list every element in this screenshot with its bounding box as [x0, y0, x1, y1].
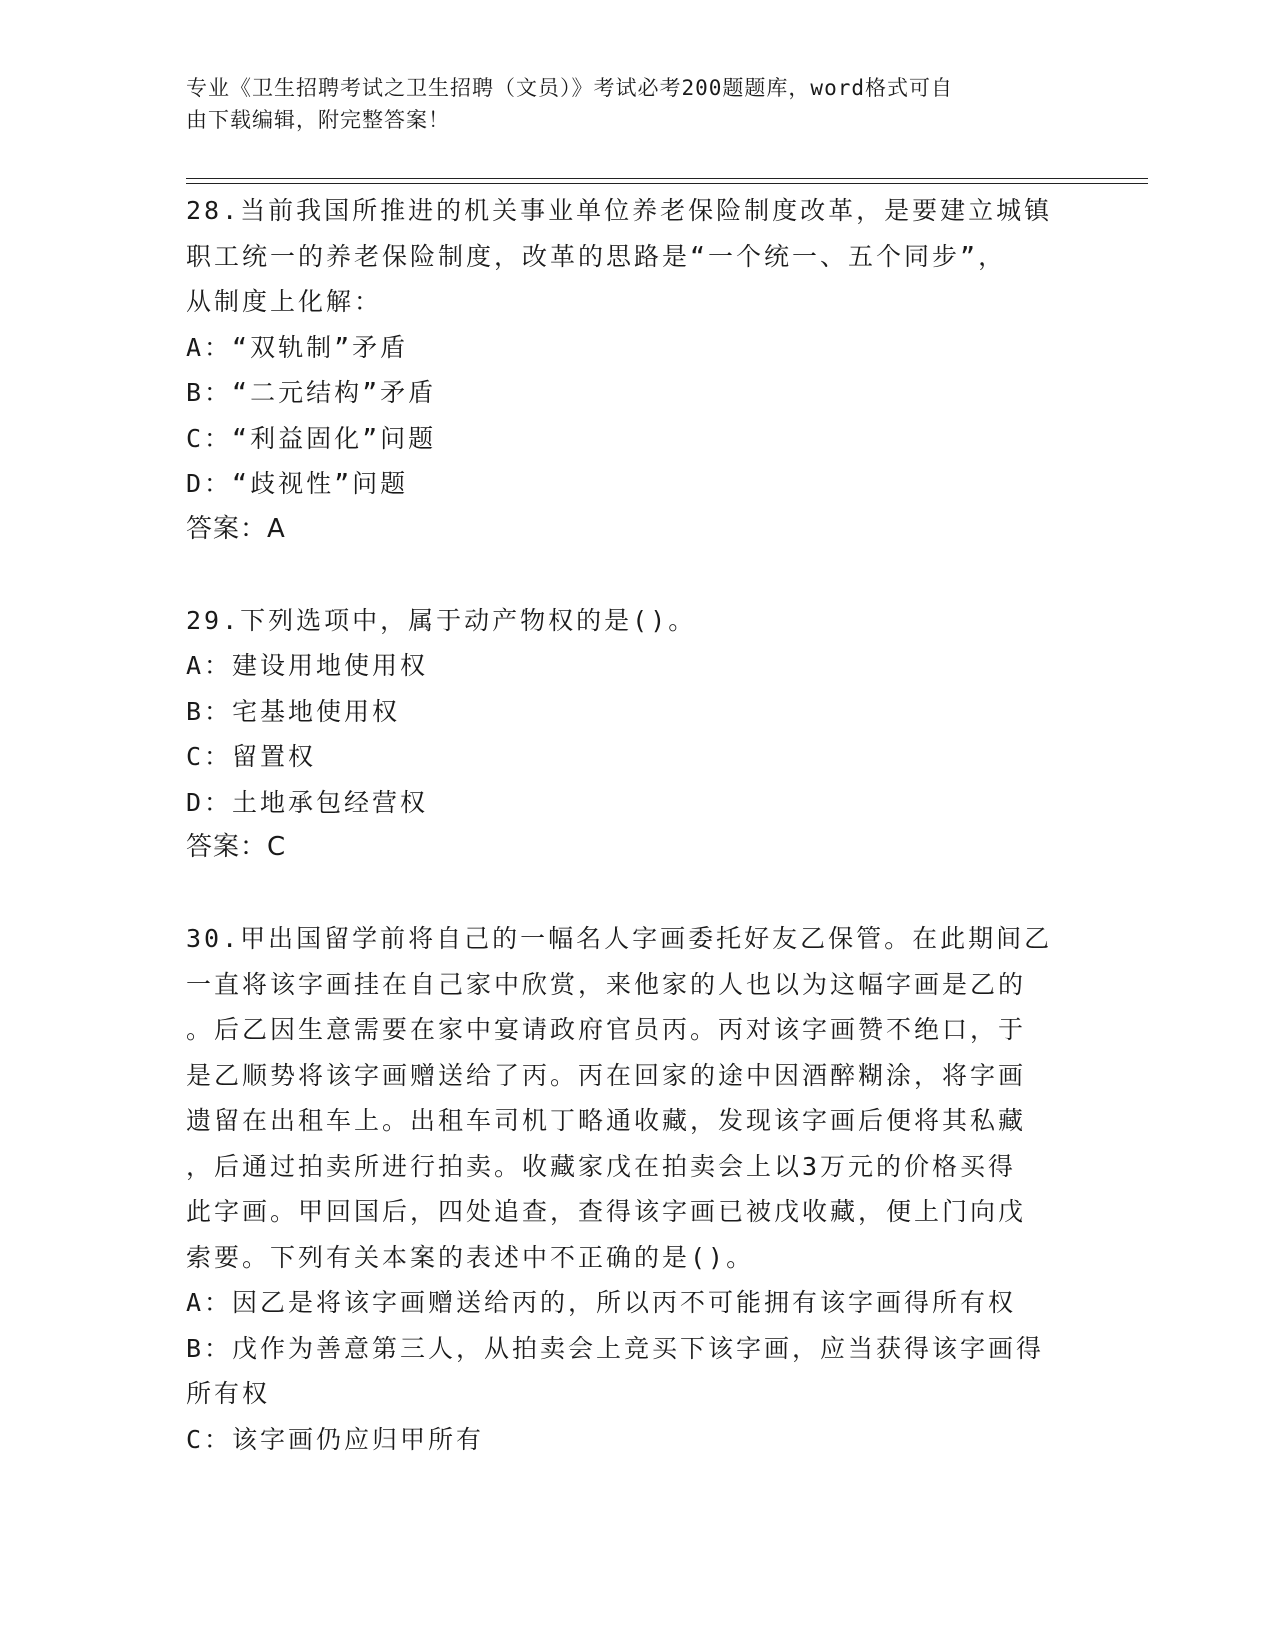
question-stem-line: 一直将该字画挂在自己家中欣赏，来他家的人也以为这幅字画是乙的 — [186, 969, 1027, 999]
question-stem-line: 29.下列选项中，属于动产物权的是()。 — [186, 605, 697, 635]
option-a: A：建设用地使用权 — [186, 651, 429, 680]
option-c: C：该字画仍应归甲所有 — [186, 1424, 485, 1454]
option-a: A：“双轨制”矛盾 — [186, 332, 409, 362]
question-block — [186, 916, 1086, 1462]
option-b-continued: 所有权 — [186, 1379, 271, 1408]
option-b: B：“二元结构”矛盾 — [186, 378, 437, 407]
question-stem-line: 遗留在出租车上。出租车司机丁略通收藏，发现该字画后便将其私藏 — [186, 1106, 1027, 1135]
header-rule-top — [186, 178, 1148, 179]
header-rule-bottom — [186, 183, 1148, 184]
question-stem-line: 30.甲出国留学前将自己的一幅名人字画委托好友乙保管。在此期间乙 — [186, 924, 1053, 953]
question-stem-line: 从制度上化解： — [186, 287, 383, 316]
question-stem-line: 索要。下列有关本案的表述中不正确的是()。 — [186, 1242, 755, 1272]
option-b: B：宅基地使用权 — [186, 696, 401, 726]
option-c: C：“利益固化”问题 — [186, 423, 437, 453]
option-c: C：留置权 — [186, 742, 317, 771]
header-line: 由下载编辑，附完整答案！ — [186, 108, 450, 132]
question-block — [186, 598, 1086, 871]
option-d: D：“歧视性”问题 — [186, 469, 409, 498]
question-stem-line: ，后通过拍卖所进行拍卖。收藏家戊在拍卖会上以3万元的价格买得 — [186, 1151, 1017, 1181]
option-b: B：戊作为善意第三人，从拍卖会上竞买下该字画，应当获得该字画得 — [186, 1333, 1045, 1363]
answer-line: 答案：A — [186, 513, 286, 544]
answer-line: 答案：C — [186, 832, 287, 862]
question-stem-line: 。后乙因生意需要在家中宴请政府官员丙。丙对该字画赞不绝口，于 — [186, 1015, 1027, 1044]
question-stem-line: 28.当前我国所推进的机关事业单位养老保险制度改革，是要建立城镇 — [186, 196, 1053, 225]
option-d: D：土地承包经营权 — [186, 787, 429, 817]
question-stem-line: 是乙顺势将该字画赠送给了丙。丙在回家的途中因酒醉糊涂，将字画 — [186, 1060, 1027, 1090]
question-list — [186, 188, 1086, 1462]
document-header — [186, 72, 1086, 136]
header-line: 专业《卫生招聘考试之卫生招聘（文员）》考试必考200题题库，word格式可自 — [186, 76, 953, 100]
spacer — [186, 552, 1086, 598]
option-a: A：因乙是将该字画赠送给丙的，所以丙不可能拥有该字画得所有权 — [186, 1288, 1017, 1317]
question-block — [186, 188, 1086, 552]
question-stem-line: 职工统一的养老保险制度，改革的思路是“一个统一、五个同步”， — [186, 241, 1007, 271]
spacer — [186, 871, 1086, 917]
question-stem-line: 此字画。甲回国后，四处追查，查得该字画已被戊收藏，便上门向戊 — [186, 1197, 1027, 1226]
